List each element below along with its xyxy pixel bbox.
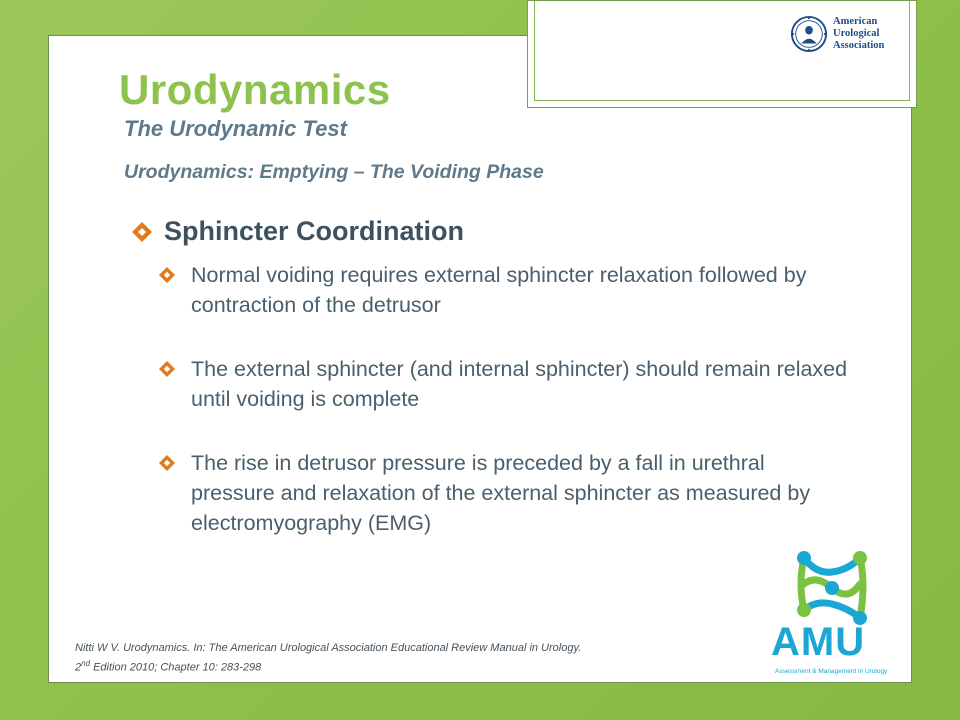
citation-edition-number: 2 <box>75 661 82 674</box>
bullet-text: Normal voiding requires external sphincter relaxation followed by contraction of the detrusor <box>191 263 807 317</box>
diamond-bullet-icon <box>159 361 175 377</box>
amu-molecule-icon <box>794 548 870 628</box>
logo-box <box>527 0 917 108</box>
citation <box>75 640 765 676</box>
bullet-text: The external sphincter (and internal sphincter) should remain relaxed until voiding is complete <box>191 357 848 411</box>
section-heading-row <box>132 216 464 247</box>
amu-wordmark: AMU <box>771 620 866 664</box>
aua-logo <box>790 9 890 59</box>
list-item <box>159 448 849 538</box>
diamond-bullet-icon <box>132 222 152 242</box>
aua-line: American <box>833 16 878 27</box>
logo-frame <box>534 1 910 101</box>
aua-line: Urological <box>833 28 880 39</box>
aua-line: Association <box>833 40 885 51</box>
citation-line: Nitti W V. Urodynamics. In: The American Urological Association Educational Review Manual in Urology. <box>75 642 582 654</box>
slide-title: Urodynamics <box>119 66 391 113</box>
diamond-bullet-icon <box>159 267 175 283</box>
bullet-text: The rise in detrusor pressure is preceded by a fall in urethral pressure and relaxation of the external sphincter as measured by electromyography (EMG) <box>191 451 811 535</box>
amu-tagline: Assessment & Management in Urology <box>775 668 888 675</box>
list-item <box>159 354 849 414</box>
bullet-list <box>159 260 849 572</box>
list-item <box>159 260 849 320</box>
citation-edition-suffix: nd <box>81 659 91 668</box>
slide-section-title: Urodynamics: Emptying – The Voiding Phase <box>124 161 544 183</box>
citation-edition-text: Edition 2010; Chapter 10: 283-298 <box>90 661 262 674</box>
aua-wordmark <box>833 16 884 52</box>
section-heading: Sphincter Coordination <box>164 216 464 246</box>
slide <box>48 16 912 683</box>
aua-seal-icon <box>790 15 828 53</box>
diamond-bullet-icon <box>159 455 175 471</box>
citation-line <box>75 656 765 676</box>
amu-logo <box>767 548 897 678</box>
slide-subtitle: The Urodynamic Test <box>124 116 347 141</box>
